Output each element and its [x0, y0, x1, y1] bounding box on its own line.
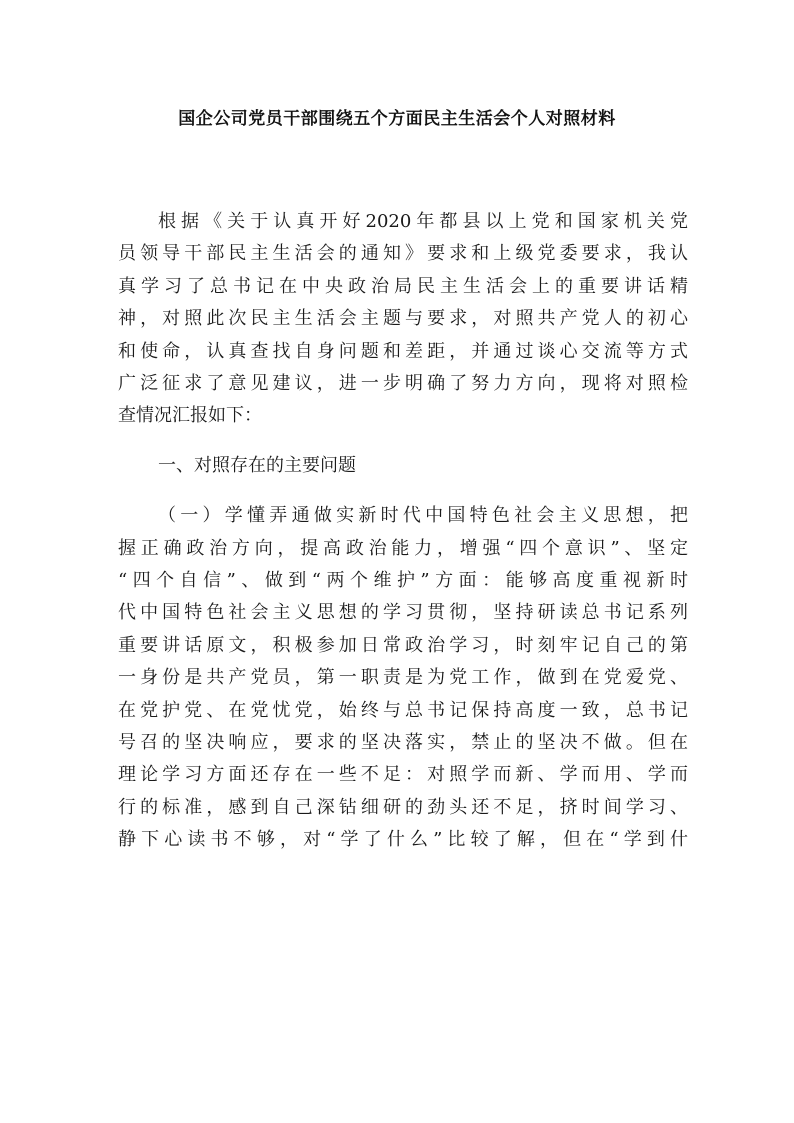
text-line: 神，对照此次民主生活会主题与要求，对照共产党人的初心: [118, 308, 688, 330]
text-line: 重要讲话原文，积极参加日常政治学习，时刻牢记自己的第: [118, 634, 688, 656]
text-line: 在党护党、在党忧党，始终与总书记保持高度一致，总书记: [118, 699, 688, 721]
text-line: 一身份是共产党员，第一职责是为党工作，做到在党爱党、: [118, 667, 688, 689]
text-line: 代中国特色社会主义思想的学习贯彻，坚持研读总书记系列: [118, 602, 688, 624]
document-title: 国企公司党员干部围绕五个方面民主生活会个人对照材料: [178, 109, 616, 129]
section-heading: 一、对照存在的主要问题: [158, 455, 356, 477]
text-line: 广泛征求了意见建议，进一步明确了努力方向，现将对照检: [118, 372, 688, 394]
text-line: 和使命，认真查找自身问题和差距，并通过谈心交流等方式: [118, 340, 688, 362]
text-line: 理论学习方面还存在一些不足：对照学而新、学而用、学而: [118, 764, 688, 786]
text-line: 行的标准，感到自己深钻细研的劲头还不足，挤时间学习、: [118, 796, 688, 818]
text-line: 静下心读书不够，对“学了什么”比较了解，但在“学到什: [118, 829, 688, 851]
intro-paragraph: [118, 206, 688, 433]
text-line: 握正确政治方向，提高政治能力，增强“四个意识”、坚定: [118, 537, 688, 559]
text-line: 真学习了总书记在中央政治局民主生活会上的重要讲话精: [118, 275, 688, 297]
document-body: [118, 206, 688, 857]
text-line: 查情况汇报如下：: [118, 405, 262, 427]
text-line: “四个自信”、做到“两个维护”方面：能够高度重视新时: [118, 570, 688, 592]
text-line: （一）学懂弄通做实新时代中国特色社会主义思想，把: [158, 505, 688, 527]
text-line: 根据《关于认真开好2020年都县以上党和国家机关党: [158, 211, 688, 232]
text-line: 员领导干部民主生活会的通知》要求和上级党委要求，我认: [118, 243, 688, 265]
section-paragraph: [118, 500, 688, 856]
text-line: 号召的坚决响应，要求的坚决落实，禁止的坚决不做。但在: [118, 732, 688, 754]
